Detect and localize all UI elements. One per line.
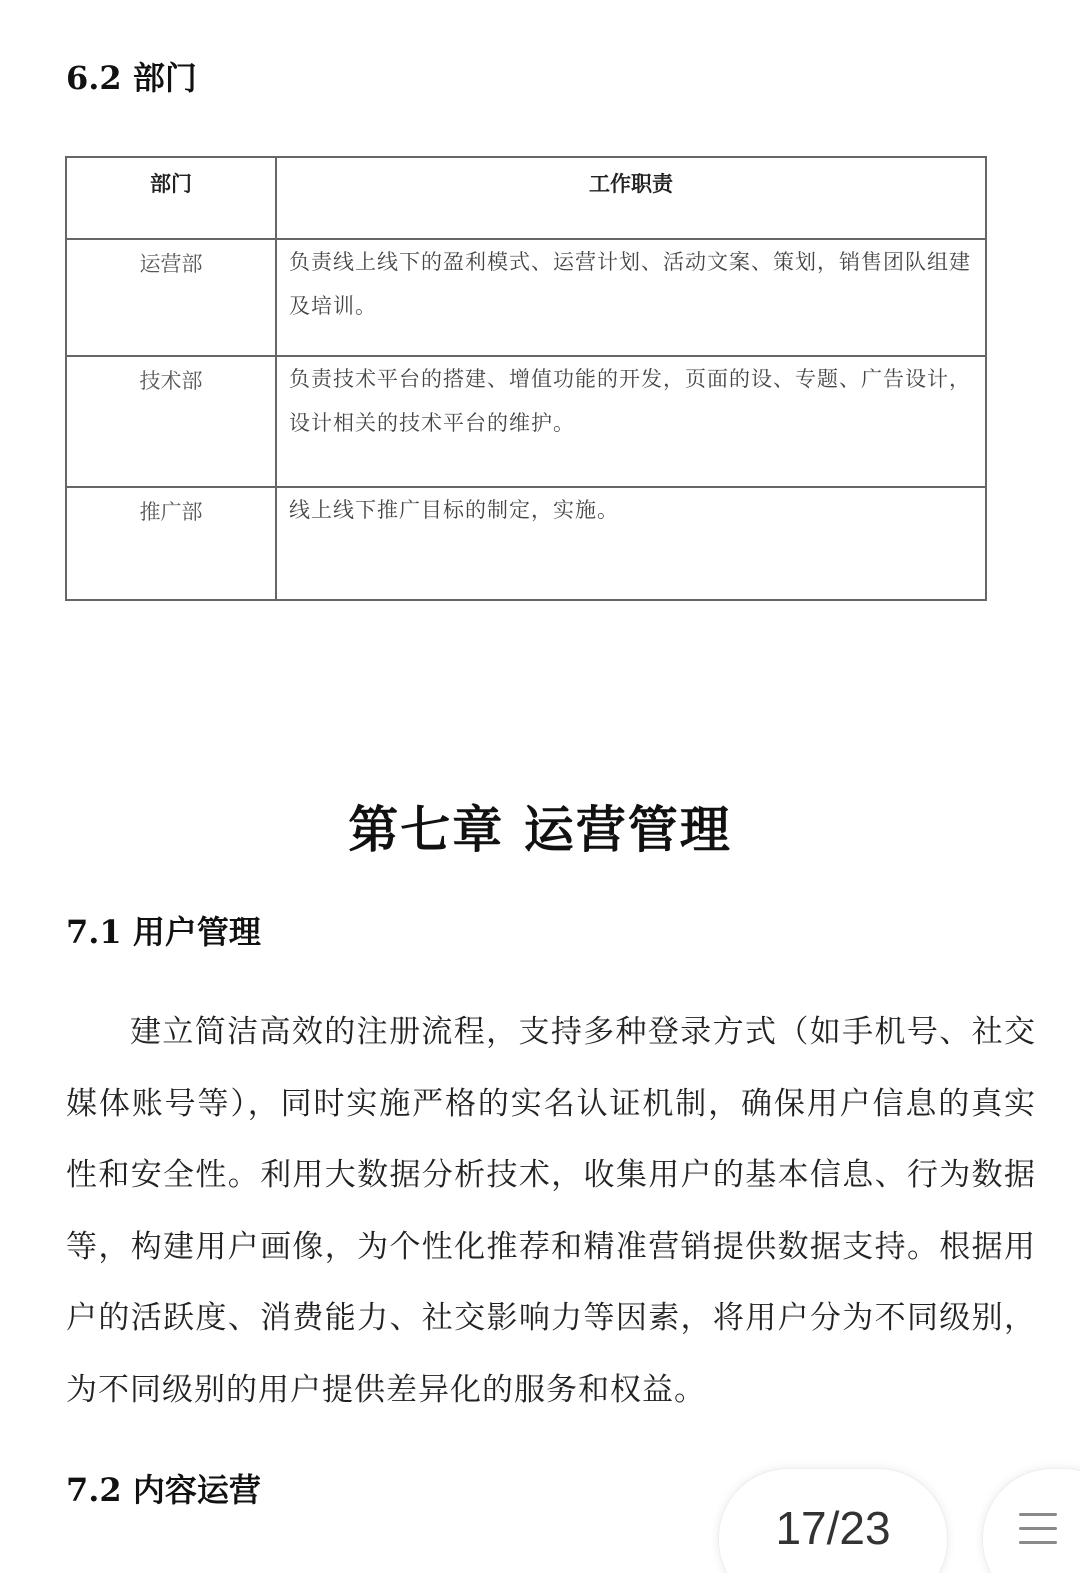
table-row	[66, 239, 986, 356]
department-table	[65, 156, 987, 601]
section-heading-7-1: 7.1 用户管理	[66, 913, 261, 951]
section-heading-7-2: 7.2 内容运营	[66, 1471, 261, 1509]
table-row	[66, 356, 986, 487]
table-cell-department: 技术部	[66, 356, 276, 487]
chapter-title: 第七章 运营管理	[348, 800, 732, 859]
menu-button[interactable]	[982, 1468, 1080, 1573]
table-header-row	[66, 157, 986, 239]
table-header-department: 部门	[66, 157, 276, 239]
section-heading-6-2: 6.2 部门	[66, 59, 197, 97]
table-header-duties: 工作职责	[276, 157, 986, 239]
table-cell-department: 运营部	[66, 239, 276, 356]
table-cell-duty: 负责技术平台的搭建、增值功能的开发，页面的设、专题、广告设计，设计相关的技术平台的维护。	[276, 356, 986, 487]
table-cell-duty: 线上线下推广目标的制定，实施。	[276, 487, 986, 600]
page-indicator-label: 17/23	[775, 1502, 891, 1554]
body-paragraph: 建立简洁高效的注册流程，支持多种登录方式（如手机号、社交媒体账号等），同时实施严格的实名认证机制，确保用户信息的真实性和安全性。利用大数据分析技术，收集用户的基本信息、行为数据等，构建用户画像，为个性化推荐和精准营销提供数据支持。根据用户的活跃度、消费能力、社交影响力等因素，将用户分为不同级别，为不同级别的用户提供差异化的服务和权益。	[66, 1014, 1036, 1408]
table-cell-duty: 负责线上线下的盈利模式、运营计划、活动文案、策划，销售团队组建及培训。	[276, 239, 986, 356]
table-row	[66, 487, 986, 600]
page-indicator[interactable]	[718, 1468, 948, 1573]
table-cell-department: 推广部	[66, 487, 276, 600]
menu-icon	[1019, 1513, 1057, 1545]
